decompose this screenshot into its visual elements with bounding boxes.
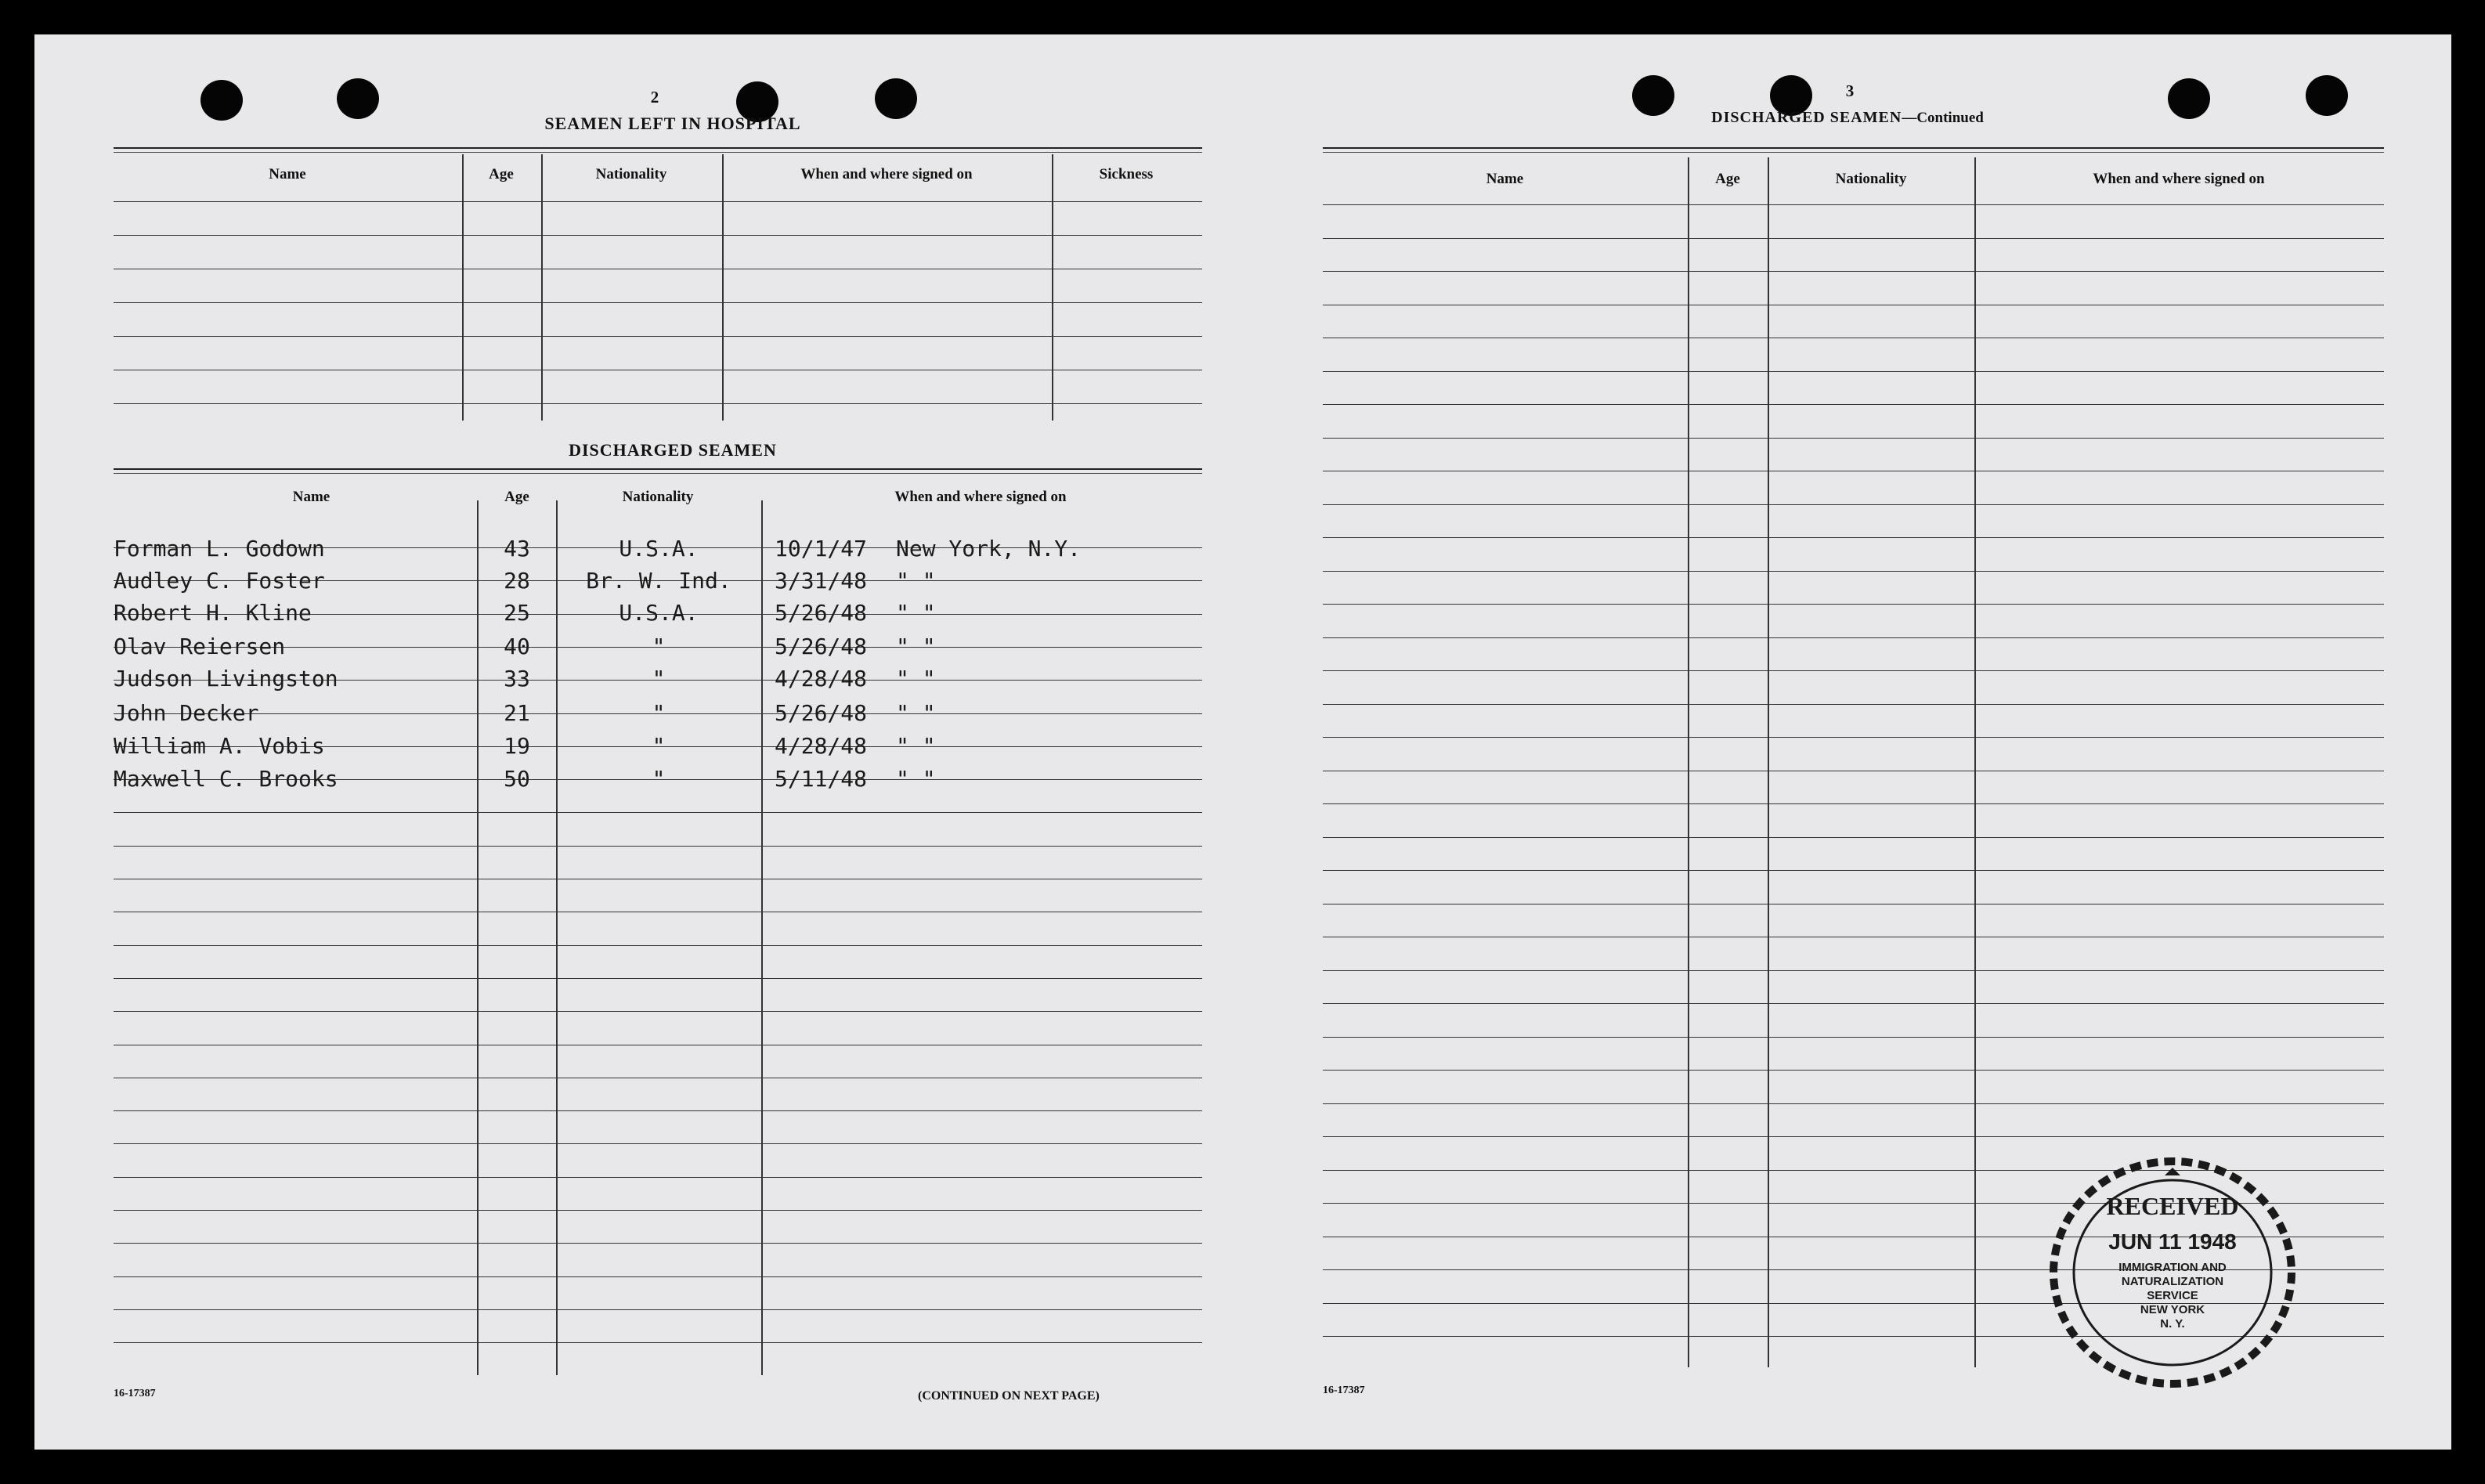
- column-divider: [1768, 157, 1769, 1367]
- seaman-nationality: ": [652, 700, 666, 726]
- signed-on-place: " ": [896, 766, 936, 792]
- row-rule: [1323, 404, 2384, 405]
- stamp-line: NEW YORK: [2140, 1303, 2205, 1316]
- stamp-line: N. Y.: [2160, 1317, 2185, 1331]
- seaman-name: John Decker: [114, 700, 259, 726]
- seaman-age: 50: [504, 766, 530, 792]
- row-rule: [1323, 238, 2384, 239]
- signed-on-place: " ": [896, 666, 936, 691]
- row-rule: [1323, 204, 2384, 205]
- punch-hole: [337, 78, 379, 119]
- column-divider: [1052, 154, 1053, 421]
- row-rule: [1323, 704, 2384, 705]
- seaman-nationality: U.S.A.: [619, 600, 699, 626]
- column-divider: [1974, 157, 1976, 1367]
- stamp-line: IMMIGRATION AND: [2118, 1261, 2227, 1274]
- punch-hole: [2306, 75, 2348, 116]
- row-rule: [114, 1110, 1202, 1111]
- signed-on-place: " ": [896, 568, 936, 594]
- seaman-name: Olav Reiersen: [114, 634, 286, 659]
- row-rule: [1323, 1070, 2384, 1071]
- punch-hole: [875, 78, 917, 119]
- stamp-received: RECEIVED: [2106, 1192, 2239, 1220]
- row-rule: [114, 1342, 1202, 1343]
- header-rule: [1323, 152, 2384, 153]
- seaman-nationality: Br. W. Ind.: [586, 568, 731, 594]
- header-rule: [1323, 147, 2384, 149]
- header-rule: [114, 473, 1202, 474]
- row-rule: [1323, 438, 2384, 439]
- column-divider: [722, 154, 724, 421]
- column-header-sickness: Sickness: [1099, 166, 1154, 182]
- signed-on-place: " ": [896, 733, 936, 759]
- column-header-age: Age: [489, 166, 514, 182]
- seaman-nationality: U.S.A.: [619, 536, 699, 561]
- column-header-nationality: Nationality: [622, 489, 694, 505]
- row-rule: [114, 846, 1202, 847]
- header-rule: [114, 468, 1202, 470]
- column-header-signed-on: When and where signed on: [800, 166, 973, 182]
- punch-hole: [200, 80, 243, 121]
- seaman-nationality: ": [652, 634, 666, 659]
- header-rule: [114, 152, 1202, 153]
- row-rule: [114, 945, 1202, 946]
- seaman-age: 21: [504, 700, 530, 726]
- row-rule: [114, 1309, 1202, 1310]
- signed-on-place: " ": [896, 700, 936, 726]
- seaman-name: William A. Vobis: [114, 733, 325, 759]
- column-header-name: Name: [292, 489, 330, 505]
- seaman-nationality: ": [652, 766, 666, 792]
- signed-on-date: 3/31/48: [775, 568, 868, 594]
- signed-on-date: 4/28/48: [775, 666, 868, 691]
- signed-on-place: " ": [896, 634, 936, 659]
- column-header-nationality: Nationality: [1835, 171, 1907, 187]
- signed-on-date: 5/11/48: [775, 766, 868, 792]
- signed-on-place: New York, N.Y.: [896, 536, 1082, 561]
- column-divider: [556, 500, 558, 1375]
- row-rule: [1323, 803, 2384, 804]
- seaman-age: 19: [504, 733, 530, 759]
- hospital-section-title: SEAMEN LEFT IN HOSPITAL: [544, 114, 801, 133]
- stamp-date: JUN 11 1948: [2108, 1229, 2237, 1254]
- row-rule: [1323, 1136, 2384, 1137]
- row-rule: [114, 336, 1202, 337]
- row-rule: [114, 1276, 1202, 1277]
- row-rule: [1323, 537, 2384, 538]
- signed-on-date: 5/26/48: [775, 600, 868, 626]
- row-rule: [1323, 1103, 2384, 1104]
- form-number: 16-17387: [114, 1388, 156, 1399]
- signed-on-date: 5/26/48: [775, 700, 868, 726]
- row-rule: [1323, 271, 2384, 272]
- column-header-signed-on: When and where signed on: [2093, 171, 2265, 187]
- seaman-name: Robert H. Kline: [114, 600, 312, 626]
- row-rule: [1323, 504, 2384, 505]
- column-header-age: Age: [1715, 171, 1740, 187]
- row-rule: [114, 201, 1202, 202]
- row-rule: [114, 235, 1202, 236]
- discharged-continued-title: [1632, 109, 2063, 127]
- column-header-age: Age: [504, 489, 529, 505]
- signed-on-place: " ": [896, 600, 936, 626]
- row-rule: [1323, 870, 2384, 871]
- seaman-age: 28: [504, 568, 530, 594]
- seaman-age: 33: [504, 666, 530, 691]
- row-rule: [1323, 371, 2384, 372]
- discharged-section-title: DISCHARGED SEAMEN: [569, 440, 777, 460]
- column-divider: [462, 154, 464, 421]
- row-rule: [1323, 970, 2384, 971]
- row-rule: [114, 1143, 1202, 1144]
- row-rule: [114, 1243, 1202, 1244]
- row-rule: [1323, 837, 2384, 838]
- stamp-graphic: [2047, 1155, 2298, 1390]
- row-rule: [1323, 604, 2384, 605]
- title-text: DISCHARGED SEAMEN: [1711, 109, 1902, 126]
- signed-on-date: 5/26/48: [775, 634, 868, 659]
- row-rule: [114, 1011, 1202, 1012]
- seaman-age: 43: [504, 536, 530, 561]
- signed-on-date: 10/1/47: [775, 536, 868, 561]
- row-rule: [114, 302, 1202, 303]
- seaman-age: 40: [504, 634, 530, 659]
- row-rule: [1323, 670, 2384, 671]
- row-rule: [114, 812, 1202, 813]
- signed-on-date: 4/28/48: [775, 733, 868, 759]
- seaman-nationality: ": [652, 666, 666, 691]
- row-rule: [1323, 737, 2384, 738]
- row-rule: [114, 978, 1202, 979]
- seaman-name: Audley C. Foster: [114, 568, 325, 594]
- punch-hole: [2168, 78, 2210, 119]
- seaman-name: Forman L. Godown: [114, 536, 325, 561]
- stamp-line: NATURALIZATION: [2121, 1275, 2224, 1288]
- row-rule: [1323, 1037, 2384, 1038]
- row-rule: [1323, 571, 2384, 572]
- row-rule: [114, 1177, 1202, 1178]
- column-header-signed-on: When and where signed on: [894, 489, 1067, 505]
- page-number: 2: [650, 88, 659, 107]
- column-header-name: Name: [269, 166, 306, 182]
- column-divider: [1688, 157, 1689, 1367]
- row-rule: [114, 403, 1202, 404]
- seaman-name: Judson Livingston: [114, 666, 338, 691]
- row-rule: [114, 1210, 1202, 1211]
- title-suffix: —Continued: [1902, 110, 1984, 126]
- stamp-line: SERVICE: [2147, 1289, 2198, 1302]
- header-rule: [114, 147, 1202, 149]
- seaman-age: 25: [504, 600, 530, 626]
- row-rule: [1323, 637, 2384, 638]
- column-divider: [541, 154, 543, 421]
- continued-note: (CONTINUED ON NEXT PAGE): [918, 1389, 1100, 1403]
- seaman-nationality: ": [652, 733, 666, 759]
- seaman-name: Maxwell C. Brooks: [114, 766, 338, 792]
- form-number: 16-17387: [1323, 1385, 1365, 1396]
- column-header-nationality: Nationality: [595, 166, 667, 182]
- document-paper: [34, 34, 2451, 1450]
- column-divider: [761, 500, 763, 1375]
- column-divider: [477, 500, 479, 1375]
- received-stamp: [2047, 1155, 2298, 1390]
- column-header-name: Name: [1486, 171, 1524, 187]
- page-number: 3: [1845, 81, 1855, 100]
- row-rule: [1323, 1003, 2384, 1004]
